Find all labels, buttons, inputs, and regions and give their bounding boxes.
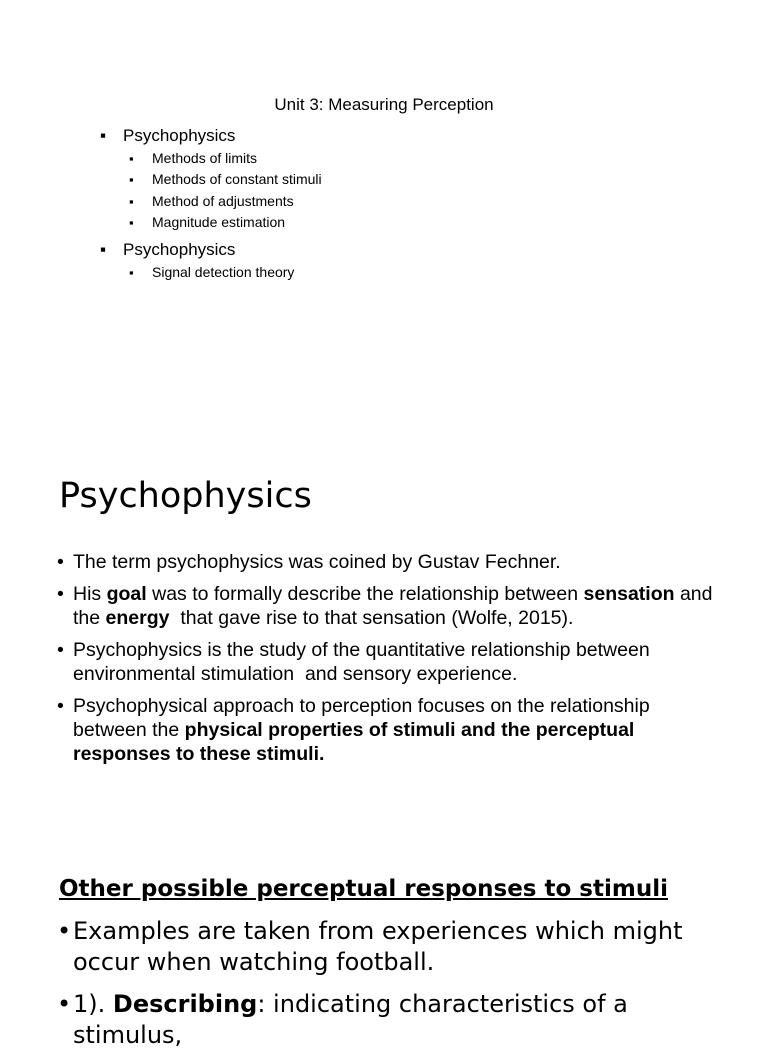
slide-perceptual-responses — [0, 860, 768, 1049]
outline-item: ▪ Psychophysics — [100, 238, 294, 262]
bullet-item — [56, 550, 716, 574]
bullet-text: His — [73, 583, 107, 605]
bullet-item — [57, 916, 737, 978]
outline-subitem: ▪ Magnitude estimation — [100, 212, 322, 233]
bold-term: goal — [106, 583, 147, 605]
bullet-text: Psychophysical approach to perception focuses on the relationship between the — [73, 695, 650, 741]
outline-list-2 — [100, 238, 294, 283]
slide-heading: Psychophysics — [59, 476, 312, 516]
bullet-item — [56, 694, 716, 766]
slide-psychophysics — [0, 440, 768, 820]
bullet-list — [56, 550, 716, 774]
bullet-text: was to formally describe the relationship between — [146, 583, 584, 605]
outline-subitem: ▪ Signal detection theory — [100, 262, 294, 283]
bullet-text: Examples are taken from experiences which might occur when watching football. — [73, 917, 683, 976]
outline-list-1 — [100, 124, 322, 233]
outline-item: ▪ Psychophysics — [100, 124, 322, 148]
bullet-item — [56, 582, 716, 630]
bullet-text: The term psychophysics was coined by Gustav Fechner. — [73, 551, 561, 573]
bullet-item — [57, 989, 737, 1051]
bullet-list — [57, 916, 737, 1062]
bold-term: energy — [105, 607, 170, 629]
slide-title: Unit 3: Measuring Perception — [274, 95, 494, 114]
outline-subitem: ▪ Methods of constant stimuli — [100, 169, 322, 190]
bullet-text: Psychophysics is the study of the quantitative relationship between environmental stimulation and sensory experience. — [73, 639, 656, 685]
bullet-text: and the — [73, 583, 713, 629]
bullet-text: that gave rise to that sensation (Wolfe, 2015). — [169, 607, 574, 629]
slide-heading: Other possible perceptual responses to stimuli — [59, 876, 668, 902]
outline-subitem: ▪ Method of adjustments — [100, 191, 322, 212]
bullet-text: : indicating characteristics of a stimulus, — [73, 990, 628, 1049]
outline-subitem: ▪ Methods of limits — [100, 148, 322, 169]
bullet-text: 1). — [73, 990, 113, 1018]
bold-term: Describing — [112, 990, 258, 1018]
bold-term: sensation — [583, 583, 675, 605]
bullet-item — [56, 638, 716, 686]
slide-unit3-outline — [0, 0, 768, 420]
bold-term: physical properties of stimuli and the perceptual responses to these stimuli. — [73, 719, 635, 765]
